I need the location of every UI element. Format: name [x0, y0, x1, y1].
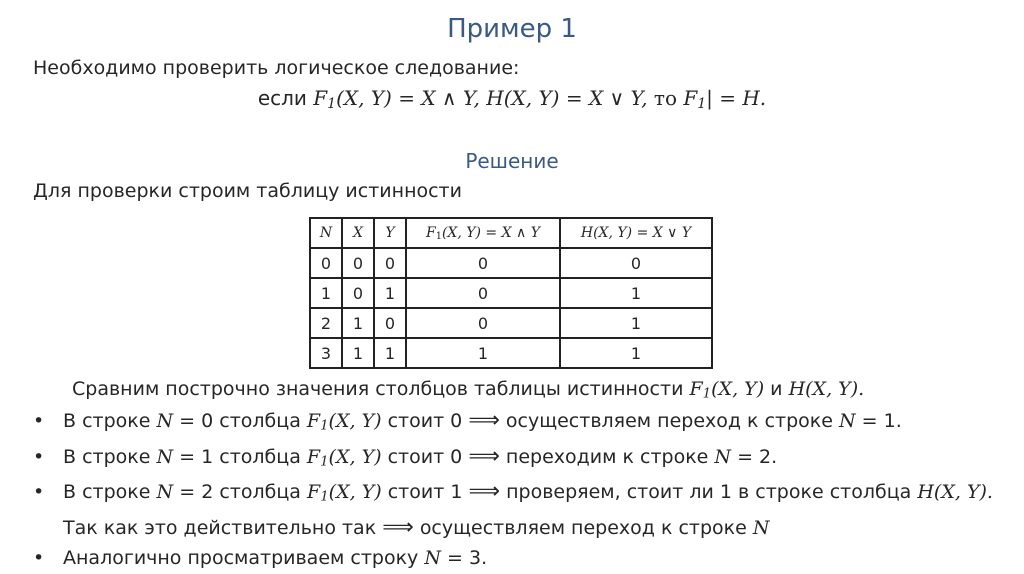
table-row — [310, 308, 712, 338]
list-item: • В строке N = 1 столбца $F_1(X$, Y) стоит 0 ⟹ переходим к строке N = 2. — [33, 442, 993, 478]
table-header-row — [310, 218, 712, 248]
bullet-dot: • — [33, 481, 45, 504]
f1-symbol: $F_1$ — [313, 86, 337, 112]
cell-y: 0 — [374, 308, 406, 338]
header-n: N — [310, 218, 342, 248]
cell-f1: 1 — [406, 338, 560, 368]
table-row — [310, 338, 712, 368]
header-h: H(X, Y) = X ∨ Y — [560, 218, 712, 248]
cell-f1: 0 — [406, 248, 560, 278]
cell-h: 1 — [560, 278, 712, 308]
list-item: • Аналогично просматриваем строку N = 3. — [33, 543, 993, 573]
solution-heading: Решение — [465, 149, 559, 173]
cell-n: 3 — [310, 338, 342, 368]
then-word: то — [653, 86, 677, 110]
cell-h: 1 — [560, 338, 712, 368]
cell-h: 1 — [560, 308, 712, 338]
cell-n: 0 — [310, 248, 342, 278]
header-x: X — [342, 218, 374, 248]
cell-n: 2 — [310, 308, 342, 338]
cell-f1: 0 — [406, 308, 560, 338]
header-f1: $F_1(X$, Y) = X ∧ Y — [406, 218, 560, 248]
entailment: $F_1| = H$. — [683, 86, 767, 112]
cell-x: 0 — [342, 278, 374, 308]
bullet-dot: • — [33, 410, 45, 432]
cell-x: 1 — [342, 338, 374, 368]
list-item: • В строке N = 0 столбца $F_1(X$, Y) стоит 0 ⟹ осуществляем переход к строке N = 1. — [33, 406, 993, 442]
cell-n: 1 — [310, 278, 342, 308]
cell-y: 0 — [374, 248, 406, 278]
intro-text: Необходимо проверить логическое следование: — [33, 57, 520, 79]
list-item: • В строке N = 2 столбца $F_1(X$, Y) стоит 1 ⟹ проверяем, стоит ли 1 в строке столбца H(X, Y). Так как это действительно так ⟹ осуществляем переход к строке N — [33, 479, 993, 540]
cell-x: 1 — [342, 308, 374, 338]
f1-definition: (X, Y) = X ∧ Y, — [336, 86, 480, 110]
implies-icon: ⟹ — [382, 514, 414, 540]
implies-icon: ⟹ — [468, 408, 500, 433]
cell-x: 0 — [342, 248, 374, 278]
compare-text: Сравним построчно значения столбцов таблицы истинности $F_1(X$, Y) и H(X, Y). — [72, 378, 865, 402]
bullet-dot: • — [33, 546, 45, 569]
bullet-dot: • — [33, 445, 45, 468]
implies-icon: ⟹ — [468, 443, 500, 469]
implies-icon: ⟹ — [468, 479, 501, 505]
cell-y: 1 — [374, 278, 406, 308]
if-word: если — [257, 86, 307, 110]
table-row — [310, 278, 712, 308]
table-row — [310, 248, 712, 278]
formula-line — [0, 86, 1024, 112]
cell-y: 1 — [374, 338, 406, 368]
bullet-list — [33, 406, 993, 573]
header-y: Y — [374, 218, 406, 248]
build-table-text: Для проверки строим таблицу истинности — [33, 180, 462, 202]
slide-title: Пример 1 — [447, 14, 577, 44]
truth-table — [309, 217, 713, 369]
h-definition: H(X, Y) = X ∨ Y, — [486, 86, 648, 110]
cell-f1: 0 — [406, 278, 560, 308]
cell-h: 0 — [560, 248, 712, 278]
